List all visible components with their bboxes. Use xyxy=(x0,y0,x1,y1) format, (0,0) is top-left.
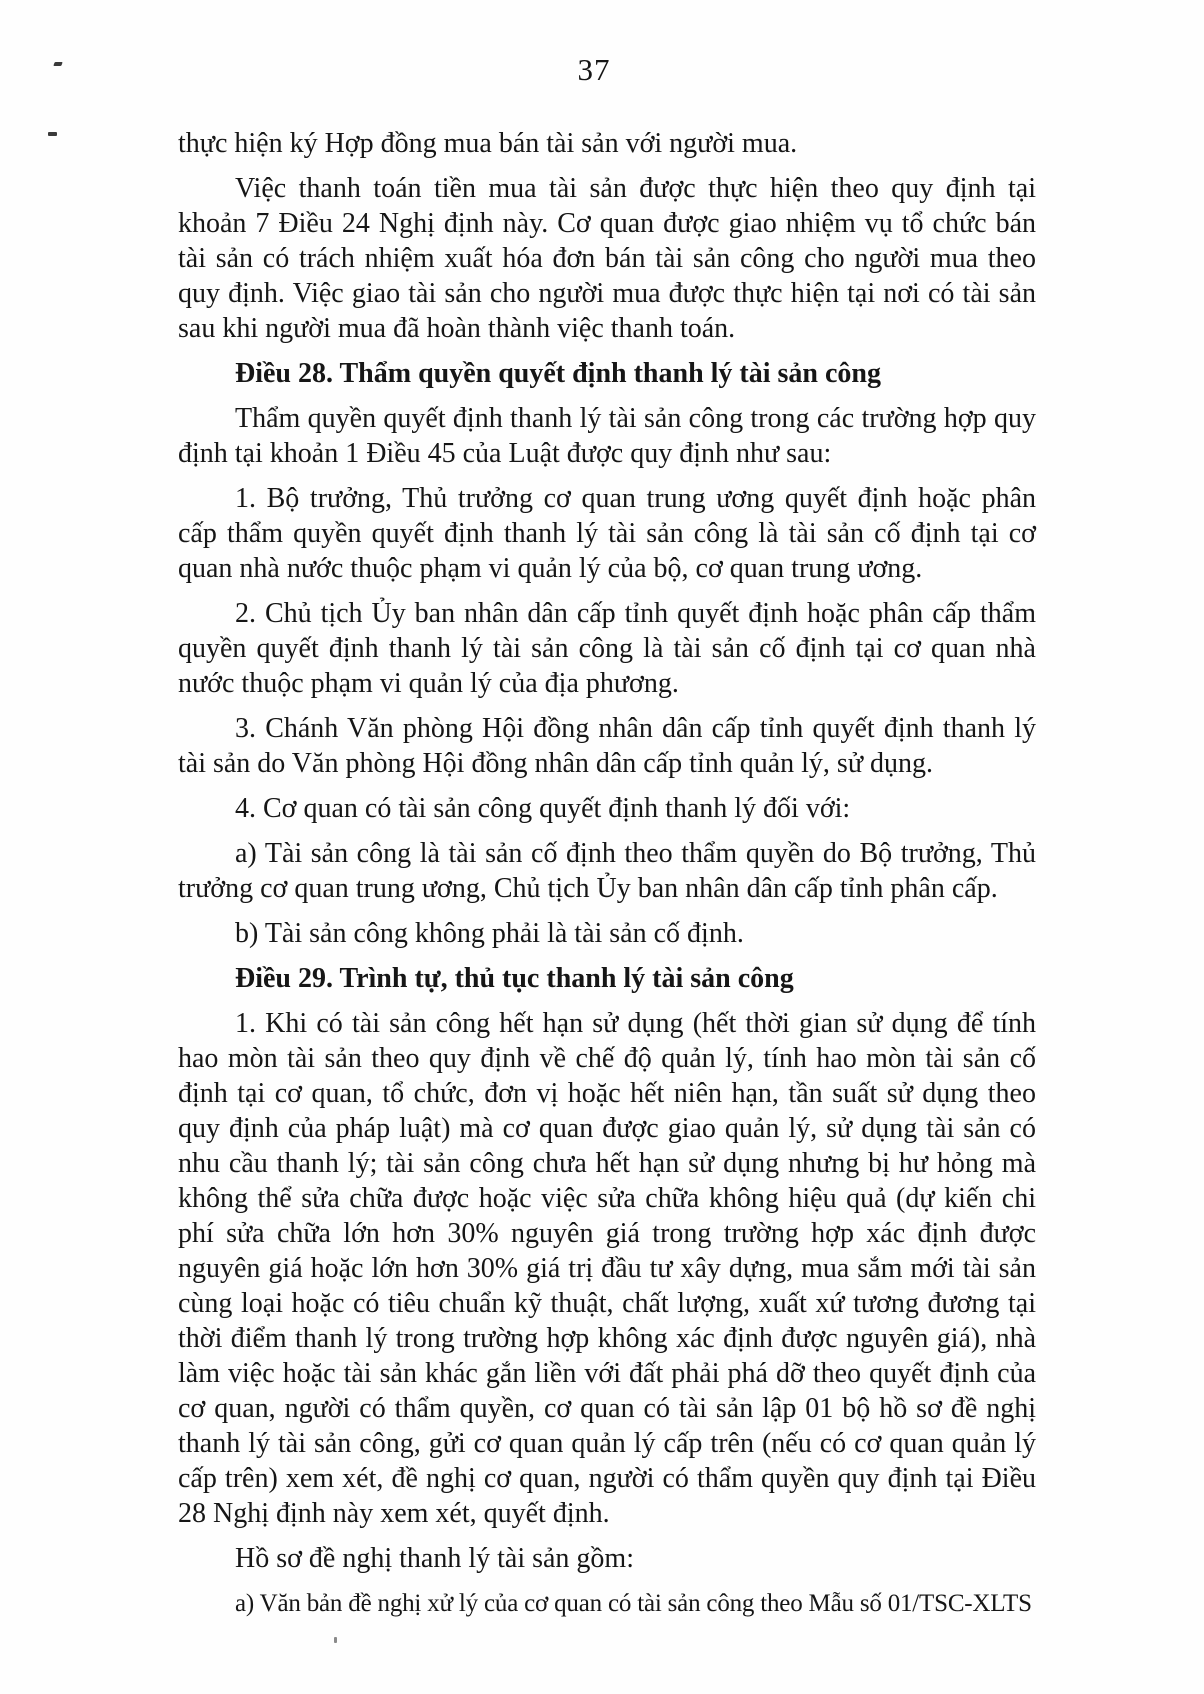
article-28-clause-4b: b) Tài sản công không phải là tài sản cố định. xyxy=(235,918,744,949)
article-28-clause-2: 2. Chủ tịch Ủy ban nhân dân cấp tỉnh quyết định hoặc phân cấp thẩm quyền quyết định thanh lý tài sản công là tài sản cố định tại cơ quan nhà nước thuộc phạm vi quản lý của địa phương. xyxy=(178,598,1036,699)
article-28-clause-1: 1. Bộ trưởng, Thủ trưởng cơ quan trung ương quyết định hoặc phân cấp thẩm quyền quyết định thanh lý tài sản công là tài sản cố định tại cơ quan nhà nước thuộc phạm vi quản lý của bộ, cơ quan trung ương. xyxy=(178,483,1036,584)
dossier-intro: Hồ sơ đề nghị thanh lý tài sản gồm: xyxy=(235,1543,634,1574)
paragraph-continuation: thực hiện ký Hợp đồng mua bán tài sản với người mua. xyxy=(178,128,798,159)
article-29-clause-1: 1. Khi có tài sản công hết hạn sử dụng (hết thời gian sử dụng để tính hao mòn tài sản theo quy định về chế độ quản lý, tính hao mòn tài sản cố định tại cơ quan, tổ chức, đơn vị hoặc hết niên hạn, tần suất sử dụng theo quy định của pháp luật) mà cơ quan được giao quản lý, sử dụng tài sản có nhu cầu thanh lý; tài sản công chưa hết hạn sử dụng nhưng bị hư hỏng mà không thể sửa chữa được hoặc việc sửa chữa không hiệu quả (dự kiến chi phí sửa chữa lớn hơn 30% nguyên giá trong trường hợp xác định được nguyên giá hoặc lớn hơn 30% giá trị đầu tư xây dựng, mua sắm mới tài sản cùng loại hoặc có tiêu chuẩn kỹ thuật, chất lượng, xuất xứ tương đương tại thời điểm thanh lý trong trường hợp không xác định được nguyên giá), nhà làm việc hoặc tài sản khác gắn liền với đất phải phá dỡ theo quyết định của cơ quan, người có thẩm quyền, cơ quan có tài sản lập 01 bộ hồ sơ đề nghị thanh lý tài sản công, gửi cơ quan quản lý cấp trên (nếu có cơ quan quản lý cấp trên) xem xét, đề nghị cơ quan, người có thẩm quyền quy định tại Điều 28 Nghị định này xem xét, quyết định. xyxy=(178,1008,1036,1529)
article-28-heading: Điều 28. Thẩm quyền quyết định thanh lý tài sản công xyxy=(235,358,881,389)
article-28-clause-4a: a) Tài sản công là tài sản cố định theo thẩm quyền do Bộ trưởng, Thủ trưởng cơ quan trung ương, Chủ tịch Ủy ban nhân dân cấp tỉnh phân cấp. xyxy=(178,838,1036,904)
article-29-heading: Điều 29. Trình tự, thủ tục thanh lý tài sản công xyxy=(235,963,794,994)
paragraph-payment-rule: Việc thanh toán tiền mua tài sản được thực hiện theo quy định tại khoản 7 Điều 24 Nghị định này. Cơ quan được giao nhiệm vụ tổ chức bán tài sản có trách nhiệm xuất hóa đơn bán tài sản công cho người mua theo quy định. Việc giao tài sản cho người mua được thực hiện tại nơi có tài sản sau khi người mua đã hoàn thành việc thanh toán. xyxy=(178,173,1036,344)
scan-artifact xyxy=(334,1637,337,1643)
article-28-clause-4: 4. Cơ quan có tài sản công quyết định thanh lý đối với: xyxy=(235,793,851,824)
article-28-intro: Thẩm quyền quyết định thanh lý tài sản công trong các trường hợp quy định tại khoản 1 Điều 45 của Luật được quy định như sau: xyxy=(178,403,1036,469)
dossier-item-a: a) Văn bản đề nghị xử lý của cơ quan có tài sản công theo Mẫu số 01/TSC-XLTS xyxy=(235,1590,1032,1617)
scan-artifact xyxy=(48,132,57,136)
page-number: 37 xyxy=(577,52,611,87)
article-28-clause-3: 3. Chánh Văn phòng Hội đồng nhân dân cấp tỉnh quyết định thanh lý tài sản do Văn phòng Hội đồng nhân dân cấp tỉnh quản lý, sử dụng. xyxy=(178,713,1036,779)
document-body xyxy=(178,126,1036,1631)
